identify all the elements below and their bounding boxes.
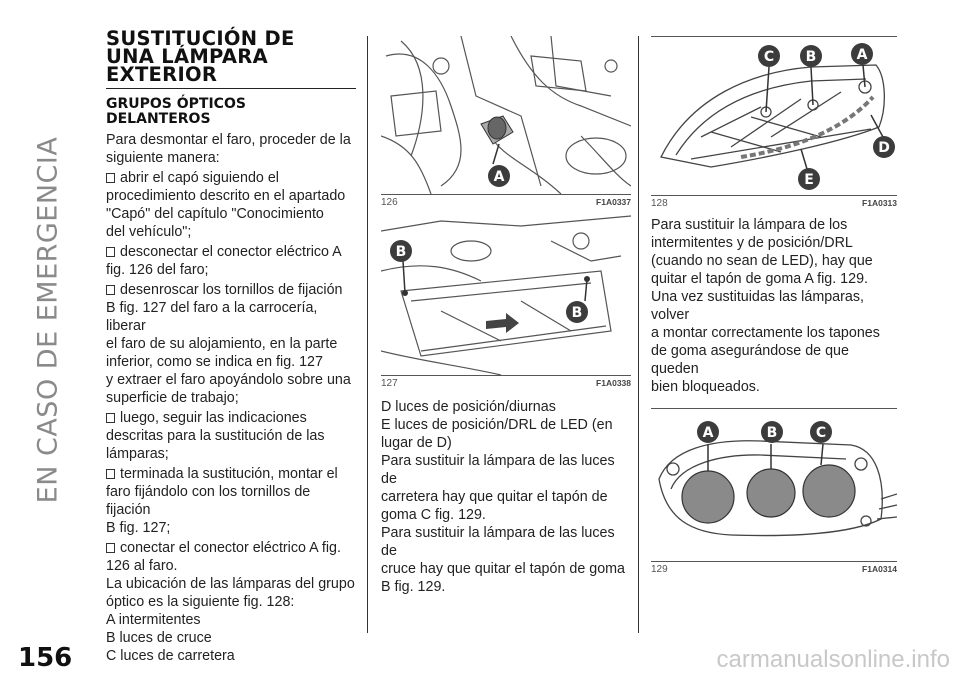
subheading-line: GRUPOS ÓPTICOS <box>106 96 246 112</box>
text-line: el faro de su alojamiento, en la parte <box>106 336 338 352</box>
instructions-text <box>651 216 897 396</box>
text-line: luego, seguir las indicaciones <box>120 410 307 426</box>
page-number: 156 <box>18 643 73 673</box>
text-line: "Capó" del capítulo "Conocimiento <box>106 206 324 222</box>
text-line: y extraer el faro apoyándolo sobre una <box>106 372 351 388</box>
callout-label: B <box>805 49 817 65</box>
text-line: siguiente manera: <box>106 150 220 166</box>
text-line: abrir el capó siguiendo el <box>120 170 279 186</box>
text-line: 126 al faro. <box>106 558 178 574</box>
text-line: óptico es la siguiente fig. 128: <box>106 594 295 610</box>
sub-heading <box>106 97 356 126</box>
callout-label: A <box>702 425 714 441</box>
text-line: procedimiento descrito en el apartado <box>106 188 346 204</box>
heading-line: SUSTITUCIÓN DE <box>106 27 295 50</box>
text-line: C luces de carretera <box>106 648 235 664</box>
text-line: lugar de D) <box>381 435 452 451</box>
checkbox-bullet-icon <box>106 543 115 553</box>
text-line: goma C fig. 129. <box>381 507 486 523</box>
figure-code: F1A0314 <box>862 564 897 574</box>
checkbox-bullet-icon <box>106 469 115 479</box>
text-line: superficie de trabajo; <box>106 390 239 406</box>
watermark: carmanualsonline.info <box>716 646 950 673</box>
text-line: Para sustituir la lámpara de las luces de <box>381 525 615 559</box>
figure-129 <box>651 408 897 562</box>
text-line: carretera hay que quitar el tapón de <box>381 489 608 505</box>
text-line: A intermitentes <box>106 612 201 628</box>
text-line: (cuando no sean de LED), hay que <box>651 253 873 269</box>
figure-126 <box>381 36 631 195</box>
callout-label: A <box>856 47 868 63</box>
checkbox-bullet-icon <box>106 247 115 257</box>
legend-text <box>381 398 631 596</box>
column-3 <box>651 36 897 578</box>
text-line: faro fijándolo con los tornillos de fijación <box>106 484 311 518</box>
text-line: E luces de posición/DRL de LED (en <box>381 417 613 433</box>
text-line: de goma asegurándose de que queden <box>651 343 849 377</box>
section-title: EN CASO DE EMERGENCIA <box>32 136 64 504</box>
text-line: B fig. 127; <box>106 520 171 536</box>
figure-code: F1A0313 <box>862 198 897 208</box>
callout-label: C <box>815 425 827 441</box>
subheading-line: DELANTEROS <box>106 110 211 127</box>
headlamp-screws-illustration <box>381 211 631 375</box>
callout-label: B <box>766 425 778 441</box>
text-line: Para sustituir la lámpara de los <box>651 217 848 233</box>
figure-caption <box>381 376 631 392</box>
text-line: descritas para la sustitución de las <box>106 428 325 444</box>
headlamp-front-illustration <box>651 37 897 195</box>
headlamp-rear-caps-illustration <box>651 409 897 561</box>
figure-128 <box>651 36 897 196</box>
text-line: quitar el tapón de goma A fig. 129. <box>651 271 868 287</box>
text-line: del vehículo"; <box>106 224 192 240</box>
callout-label: C <box>763 49 775 65</box>
column-1 <box>106 27 356 665</box>
figure-number: 127 <box>381 378 398 389</box>
figure-127 <box>381 211 631 376</box>
text-line: fig. 126 del faro; <box>106 262 209 278</box>
column-2 <box>381 36 631 596</box>
checkbox-bullet-icon <box>106 285 115 295</box>
figure-number: 126 <box>381 197 398 208</box>
text-line: intermitentes y de posición/DRL <box>651 235 853 251</box>
heading-line: UNA LÁMPARA <box>106 45 268 68</box>
text-line: La ubicación de las lámparas del grupo <box>106 576 355 592</box>
bullet-item <box>106 243 356 279</box>
closing-paragraph <box>106 575 356 665</box>
text-line: bien bloqueados. <box>651 379 760 395</box>
callout-label: D <box>878 140 890 156</box>
checkbox-bullet-icon <box>106 173 115 183</box>
callout-label: B <box>395 244 407 260</box>
figure-number: 129 <box>651 564 668 575</box>
figure-caption <box>651 196 897 212</box>
figure-code: F1A0338 <box>596 378 631 388</box>
figure-code: F1A0337 <box>596 197 631 207</box>
text-line: conectar el conector eléctrico A fig. <box>120 540 341 556</box>
bullet-item <box>106 281 356 407</box>
intro-paragraph <box>106 131 356 167</box>
callout-label: B <box>571 305 583 321</box>
bullet-item <box>106 539 356 575</box>
text-line: desconectar el conector eléctrico A <box>120 244 342 260</box>
text-line: a montar correctamente los tapones <box>651 325 880 341</box>
text-line: B luces de cruce <box>106 630 212 646</box>
column-divider <box>367 36 368 633</box>
text-line: terminada la sustitución, montar el <box>120 466 338 482</box>
column-divider <box>638 36 639 633</box>
bullet-item <box>106 465 356 537</box>
callout-label: E <box>804 172 814 188</box>
bullet-item <box>106 409 356 463</box>
main-heading <box>106 27 356 89</box>
bullet-item <box>106 169 356 241</box>
checkbox-bullet-icon <box>106 413 115 423</box>
engine-connector-illustration <box>381 36 631 194</box>
callout-label: A <box>493 169 505 185</box>
figure-caption <box>381 195 631 211</box>
text-line: Para sustituir la lámpara de las luces de <box>381 453 615 487</box>
text-line: desenroscar los tornillos de fijación <box>120 282 343 298</box>
text-line: B fig. 129. <box>381 579 446 595</box>
text-line: cruce hay que quitar el tapón de goma <box>381 561 626 577</box>
text-line: inferior, como se indica en fig. 127 <box>106 354 323 370</box>
figure-caption <box>651 562 897 578</box>
heading-line: EXTERIOR <box>106 63 218 86</box>
text-line: B fig. 127 del faro a la carrocería, liberar <box>106 300 318 334</box>
figure-number: 128 <box>651 198 668 209</box>
text-line: lámparas; <box>106 446 169 462</box>
text-line: Una vez sustituidas las lámparas, volver <box>651 289 864 323</box>
text-line: Para desmontar el faro, proceder de la <box>106 132 351 148</box>
text-line: D luces de posición/diurnas <box>381 399 556 415</box>
